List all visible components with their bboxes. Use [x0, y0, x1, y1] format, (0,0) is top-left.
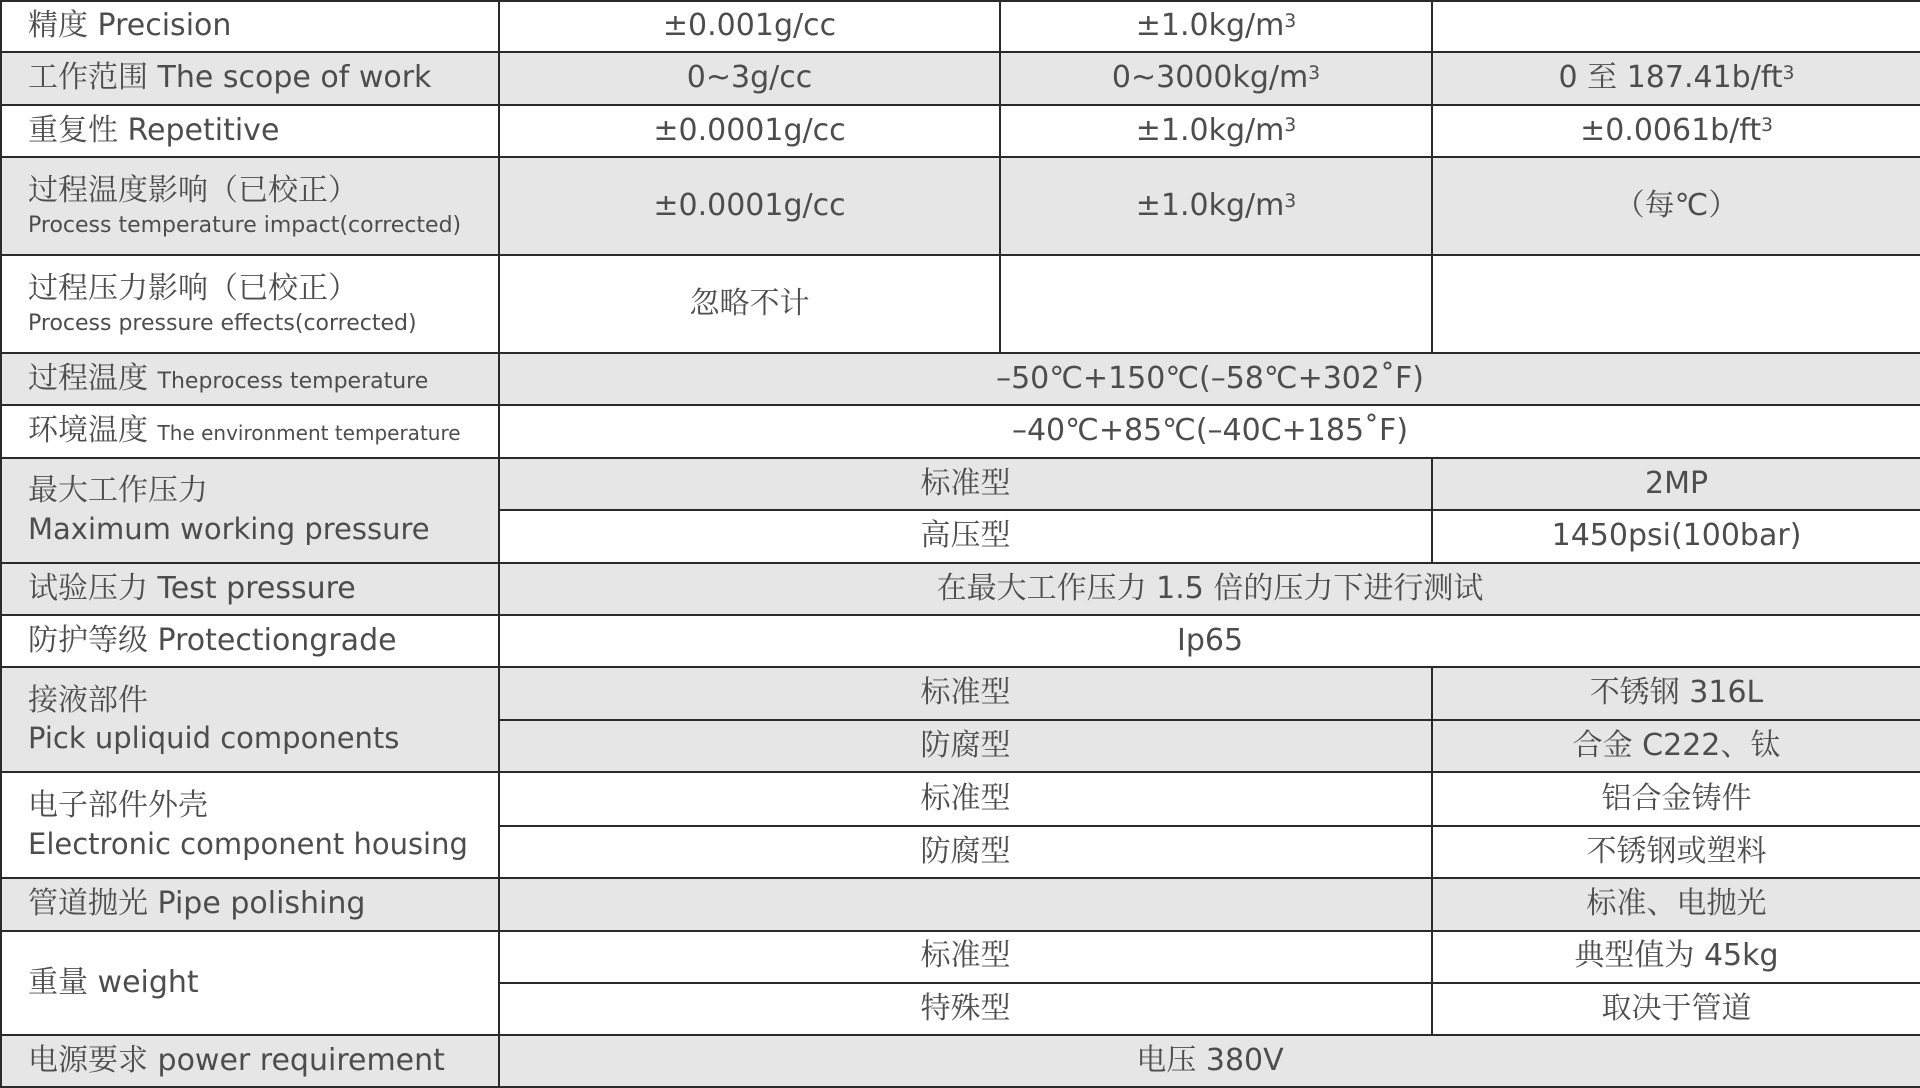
temp-impact-label-cn: 过程温度影响（已校正）: [28, 173, 358, 209]
row-test-pressure: [1, 563, 1920, 615]
scope-label: 工作范围 The scope of work: [1, 52, 499, 104]
env-temp-label: 环境温度 The environment temperature: [1, 405, 499, 457]
temp-impact-label-en: Process temperature impact(corrected): [28, 212, 462, 238]
pressure-effects-label-cn: 过程压力影响（已校正）: [28, 271, 358, 307]
protection-value: Ip65: [499, 615, 1920, 667]
scope-kgm3: $0\sim 3000kg/m^3$: [1000, 52, 1432, 104]
max-pressure-label: [1, 458, 499, 563]
polishing-value: 标准、电抛光: [1432, 878, 1920, 930]
max-pressure-value-2: 1450psi(100bar): [1432, 510, 1920, 562]
row-housing: [1, 772, 1920, 825]
row-precision: [1, 1, 1920, 52]
pressure-effects-label-en: Process pressure effects(corrected): [28, 310, 417, 336]
polishing-label: 管道抛光 Pipe polishing: [1, 878, 499, 930]
row-process-temp: [1, 353, 1920, 405]
pressure-effects-c3: [1432, 255, 1920, 353]
precision-lbft3: [1432, 1, 1920, 52]
temp-impact-per-c: （每℃）: [1432, 157, 1920, 255]
pressure-effects-c2: [1000, 255, 1432, 353]
temp-impact-label: [1, 157, 499, 255]
scope-lbft3: 0 至 $187.41b/ft^3$: [1432, 52, 1920, 104]
wetted-parts-type-1: 标准型: [499, 667, 1432, 719]
row-pressure-effects: [1, 255, 1920, 353]
polishing-type: [499, 878, 1432, 930]
pressure-effects-label: [1, 255, 499, 353]
precision-gcc: ±0.001g/cc: [499, 1, 1000, 52]
max-pressure-type-2: 高压型: [499, 510, 1432, 562]
row-power: [1, 1035, 1920, 1087]
row-weight: [1, 931, 1920, 983]
max-pressure-label-cn: 最大工作压力: [28, 473, 208, 509]
row-polishing: [1, 878, 1920, 930]
process-temp-value: –50℃+150℃(–58℃+302˚F): [499, 353, 1920, 405]
protection-label: 防护等级 Protectiongrade: [1, 615, 499, 667]
max-pressure-type-1: 标准型: [499, 458, 1432, 510]
wetted-parts-value-1: 不锈钢 316L: [1432, 667, 1920, 719]
repetitive-lbft3: $\pm 0.0061b/ft^3$: [1432, 105, 1920, 157]
weight-value-2: 取决于管道: [1432, 983, 1920, 1035]
wetted-parts-label: [1, 667, 499, 772]
wetted-parts-type-2: 防腐型: [499, 720, 1432, 772]
temp-impact-kgm3: $\pm 1.0kg/m^3$: [1000, 157, 1432, 255]
power-label: 电源要求 power requirement: [1, 1035, 499, 1087]
test-pressure-label: 试验压力 Test pressure: [1, 563, 499, 615]
housing-label-cn: 电子部件外壳: [28, 788, 208, 824]
pressure-effects-value: 忽略不计: [499, 255, 1000, 353]
scope-gcc: 0~3g/cc: [499, 52, 1000, 104]
max-pressure-label-en: Maximum working pressure: [28, 511, 430, 546]
row-max-pressure: [1, 458, 1920, 510]
test-pressure-value: 在最大工作压力 1.5 倍的压力下进行测试: [499, 563, 1920, 615]
housing-label: [1, 772, 499, 878]
row-wetted-parts: [1, 667, 1920, 719]
weight-type-2: 特殊型: [499, 983, 1432, 1035]
wetted-parts-label-en: Pick upliquid components: [28, 721, 400, 756]
wetted-parts-label-cn: 接液部件: [28, 682, 148, 718]
max-pressure-value-1: 2MP: [1432, 458, 1920, 510]
housing-value-2: 不锈钢或塑料: [1432, 826, 1920, 878]
repetitive-gcc: ±0.0001g/cc: [499, 105, 1000, 157]
row-scope: [1, 52, 1920, 104]
row-protection: [1, 615, 1920, 667]
wetted-parts-value-2: 合金 C222、钛: [1432, 720, 1920, 772]
weight-label: 重量 weight: [1, 931, 499, 1036]
precision-label: 精度 Precision: [1, 1, 499, 52]
process-temp-label: 过程温度 Theprocess temperature: [1, 353, 499, 405]
temp-impact-gcc: ±0.0001g/cc: [499, 157, 1000, 255]
row-repetitive: [1, 105, 1920, 157]
housing-type-2: 防腐型: [499, 826, 1432, 878]
housing-type-1: 标准型: [499, 772, 1432, 825]
precision-kgm3: $\pm 1.0kg/m^3$: [1000, 1, 1432, 52]
repetitive-kgm3: $\pm 1.0kg/m^3$: [1000, 105, 1432, 157]
power-value: 电压 380V: [499, 1035, 1920, 1087]
row-env-temp: [1, 405, 1920, 457]
weight-type-1: 标准型: [499, 931, 1432, 983]
housing-label-en: Electronic component housing: [28, 826, 468, 861]
row-temp-impact: [1, 157, 1920, 255]
env-temp-value: –40℃+85℃(–40C+185˚F): [499, 405, 1920, 457]
housing-value-1: 铝合金铸件: [1432, 772, 1920, 825]
weight-value-1: 典型值为 45kg: [1432, 931, 1920, 983]
repetitive-label: 重复性 Repetitive: [1, 105, 499, 157]
